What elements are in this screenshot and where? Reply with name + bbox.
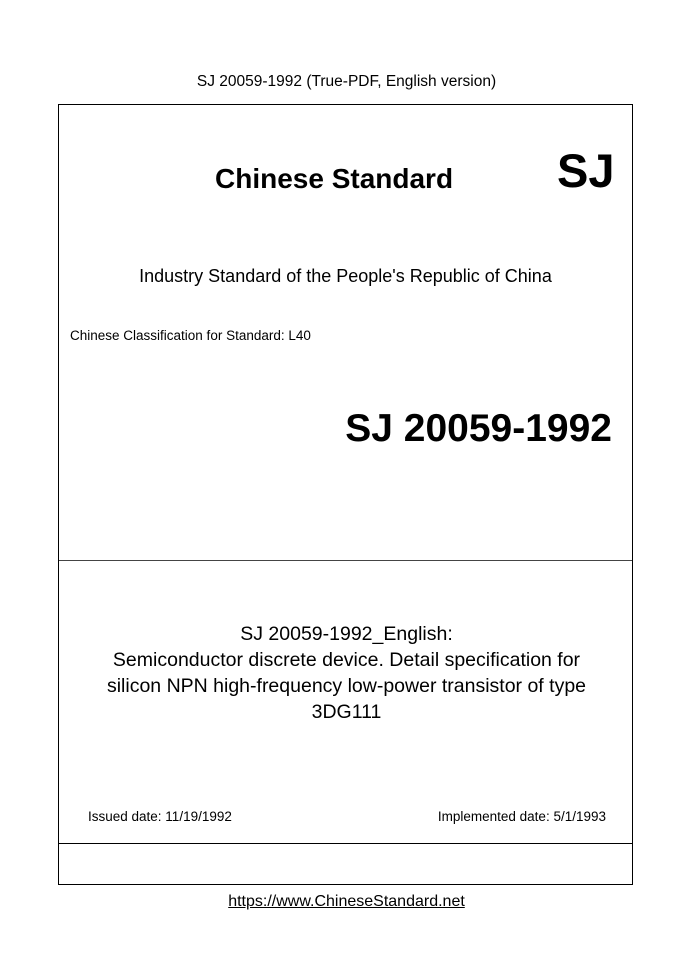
document-title-line: 3DG111 — [311, 701, 382, 723]
lower-divider — [59, 843, 632, 844]
document-title — [69, 621, 624, 725]
document-title-line: silicon NPN high-frequency low-power transistor of type — [106, 675, 587, 697]
standard-number: SJ 20059-1992 — [345, 407, 612, 450]
cover-title: Chinese Standard — [215, 163, 454, 194]
classification-line: Chinese Classification for Standard: L40 — [70, 328, 311, 343]
footer — [0, 892, 693, 912]
industry-line: Industry Standard of the People's Republic of China — [139, 266, 552, 286]
cover-frame — [58, 104, 633, 885]
document-title-line: SJ 20059-1992_English: — [240, 623, 453, 645]
issued-date: Issued date: 11/19/1992 — [88, 809, 232, 824]
implemented-date: Implemented date: 5/1/1993 — [437, 809, 606, 824]
page-header: SJ 20059-1992 (True-PDF, English version) — [196, 73, 497, 90]
upper-divider — [59, 560, 632, 561]
standard-mark: SJ — [557, 144, 615, 197]
document-title-line: Semiconductor discrete device. Detail specification for — [112, 649, 581, 671]
website-link[interactable]: https://www.ChineseStandard.net — [228, 893, 465, 910]
